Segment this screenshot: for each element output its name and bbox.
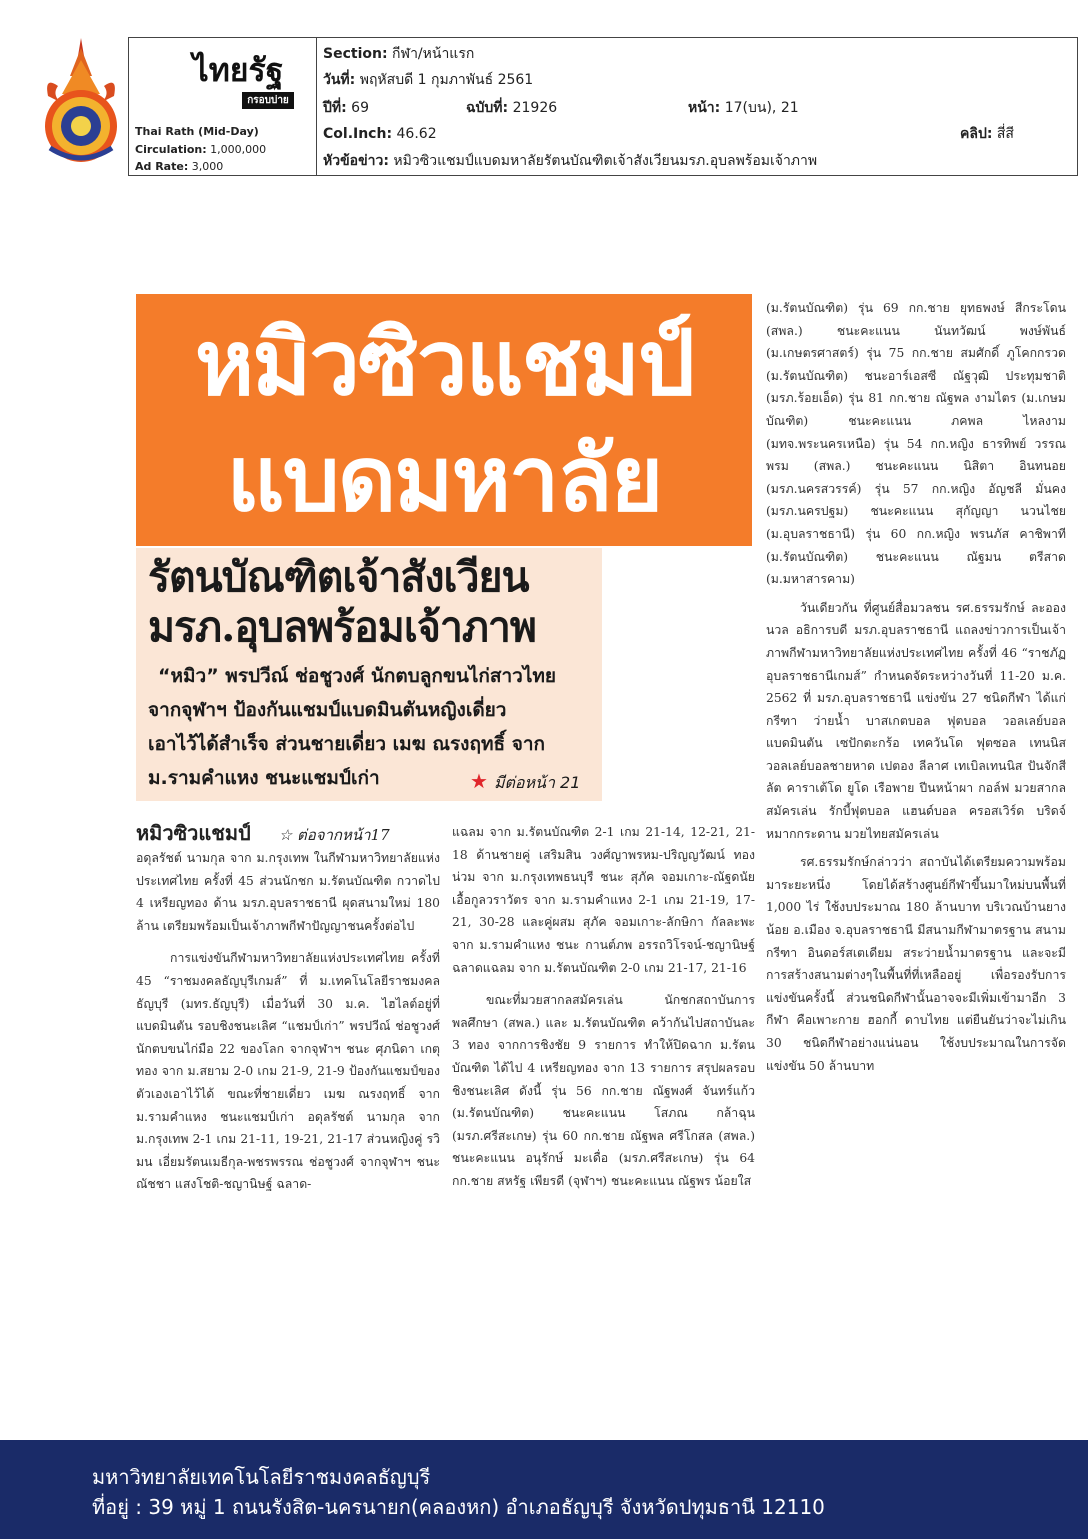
date-info: วันที่: พฤหัสบดี 1 กุมภาพันธ์ 2561	[323, 72, 534, 88]
deck-line-1: “หมิว” พรปวีณ์ ช่อชูวงศ์ นักตบลูกขนไก่สาวไทย	[158, 665, 557, 687]
page-info: หน้า: 17(บน), 21	[688, 100, 799, 116]
thairath-logo-sub: กรอบบ่าย	[242, 92, 294, 109]
deck-line-3: เอาไว้ได้สำเร็จ ส่วนชายเดี่ยว เมฆ ณรงฤทธิ์ จาก	[148, 733, 545, 755]
paragraph: แฉลม จาก ม.รัตนบัณฑิต 2-1 เกม 21-14, 12-21, 21-18 ด้านชายคู่ เสริมสิน วงศ์ญาพรหม-ปริญญวัฒน์ ทองน่วม จาก ม.กรุงเทพธนบุรี ชนะ สุภัค จอมเกาะ-ณัฐดนัยเอื้อกูลวราวัตร จาก ม.รามคำแหง 2-1 เกม 21-19, 17-21, 30-28 และคู่ผสม สุภัค จอมเกาะ-ลักษิกา กัลละพะ จาก ม.รามคำแหง ชนะ กานต์ภพ อรรถวิโรจน์-ชญานิษฐ์ ฉลาดแฉลม จาก ม.รัตนบัณฑิต 2-0 เกม 21-17, 21-16	[452, 825, 755, 975]
headline-line-2: แบดมหาลัย	[226, 426, 662, 532]
paragraph: (ม.รัตนบัณฑิต) รุ่น 69 กก.ชาย ยุทธพงษ์ สีกระโดน (สพล.) ชนะคะแนน นันทวัฒน์ พงษ์พันธ์ (ม.เกษตรศาสตร์) รุ่น 75 กก.ชาย สมศักดิ์ ภูโคกกรวด (ม.รัตนบัณฑิต) ชนะอาร์เอสซี ณัฐวุฒิ ประทุมชาติ (มรภ.ร้อยเอ็ด) รุ่น 81 กก.ชาย ณัฐพล งามไตร (ม.เกษมบัณฑิต) ชนะคะแนน ภคพล ไหลงาม (มทจ.พระนครเหนือ) รุ่น 54 กก.หญิง ธารทิพย์ วรรณพรม (สพล.) ชนะคะแนน นิสิตา อินทนอย (มรภ.นครสวรรค์) รุ่น 57 กก.หญิง อัญชลี มั่นคง (มรภ.นครปฐม) ชนะคะแนน สุกัญญา นวนไชย (ม.อุบลราชธานี) รุ่น 60 กก.หญิง พรนภัส คาชิพาที (ม.รัตนบัณฑิต) ชนะคะแนน ณัฐมน ตรีสาด (ม.มหาสารคาม)	[766, 301, 1066, 587]
footer-bar	[0, 1440, 1088, 1539]
subheadline-box	[136, 548, 602, 801]
deck-line-2: จากจุฬาฯ ป้องกันแชมป์แบดมินตันหญิงเดี่ยว	[148, 699, 507, 721]
paragraph: อดุลรัชต์ นามกุล จาก ม.กรุงเทพ ในกีฬามหาวิทยาลัยแห่งประเทศไทย ครั้งที่ 45 ส่วนนักชก ม.รัตนบัณฑิต กวาดไป 4 เหรียญทอง ด้าน มรภ.อุบลราชธานี ผุดสนามใหม่ 180 ล้าน เตรียมพร้อมเป็นเจ้าภาพกีฬาปัญญาชนครั้งต่อไป	[136, 851, 440, 933]
paragraph: การแข่งขันกีฬามหาวิทยาลัยแห่งประเทศไทย ครั้งที่ 45 “ราชมงคลธัญบุรีเกมส์” ที่ ม.เทคโนโลยีราชมงคลธัญบุรี (มทร.ธัญบุรี) เมื่อวันที่ 30 ม.ค. ไฮไลต์อยู่ที่แบดมินตัน รอบชิงชนะเลิศ “แชมป์เก่า” พรปวีณ์ ช่อชูวงศ์ นักตบขนไก่มือ 22 ของโลก จากจุฬาฯ ชนะ ศุภนิดา เกตุทอง จาก ม.สยาม 2-0 เกม 21-9, 21-9 ป้องกันแชมป์ของตัวเองเอาไว้ได้ ขณะที่ชายเดี่ยว เมฆ ณรงฤทธิ์ จาก ม.รามคำแหง ชนะแชมป์เก่า อดุลรัชต์ นามกุล จาก ม.กรุงเทพ 2-1 เกม 21-11, 19-21, 21-17 ส่วนหญิงคู่ รวิมน เอี่ยมรัตนเมธีกุล-พชรพรรณ ช่อชูวงศ์ จากจุฬาฯ ชนะ ณัชชา แสงโชติ-ชญานิษฐ์ ฉลาด-	[136, 951, 440, 1192]
continued-note: ★ มีต่อหน้า 21	[470, 769, 581, 793]
article-title	[136, 817, 446, 849]
paragraph: ขณะที่มวยสากลสมัครเล่น นักชกสถาบันการพลศึกษา (สพล.) และ ม.รัตนบัณฑิต คว้ากันไปสถาบันละ 3 ทอง จากการชิงชัย 9 รายการ ทำให้ปิดฉาก ม.รัตนบัณฑิต ได้ไป 4 เหรียญทอง จาก 13 รายการ สรุปผลรอบชิงชนะเลิศ ดังนี้ รุ่น 56 กก.ชาย ณัฐพงศ์ จันทร์แก้ว (ม.รัตนบัณฑิต) ชนะคะแนน โสภณ กล้าฉุน (มรภ.ศรีสะเกษ) รุ่น 60 กก.ชาย ณัฐพล ศรีโกสล (สพล.) ชนะคะแนน อนุรักษ์ มะเดื่อ (มรภ.ศรีสะเกษ) รุ่น 64 กก.ชาย สหรัฐ เพียรดี (จุฬาฯ) ชนะคะแนน ณัฐพร น้อยใส	[452, 993, 755, 1188]
from-page-note: ☆ ต่อจากหน้า17	[278, 826, 390, 844]
article-column-1	[136, 847, 440, 1196]
article-column-2	[452, 821, 755, 1193]
issue-info: ฉบับที่: 21926	[466, 100, 558, 116]
topic-info: หัวข้อข่าว: หมิวซิวแชมป์แบดมหาลัยรัตนบัณฑิตเจ้าสังเวียนมรภ.อุบลพร้อมเจ้าภาพ	[323, 153, 818, 169]
paper-name: Thai Rath (Mid-Day)	[135, 125, 259, 138]
article-column-3	[766, 297, 1066, 1077]
col-inch-info: Col.Inch: 46.62	[323, 126, 437, 142]
clip-info: คลิป: สี่สี	[960, 126, 1014, 142]
ad-rate-info: Ad Rate: 3,000	[135, 160, 224, 173]
section-info: Section: กีฬา/หน้าแรก	[323, 46, 475, 62]
red-star-icon: ★	[470, 769, 488, 793]
university-emblem-logo	[40, 36, 122, 166]
subheadline-line-2: มรภ.อุบลพร้อมเจ้าภาพ	[148, 603, 536, 651]
footer-address: ที่อยู่ : 39 หมู่ 1 ถนนรังสิต-นครนายก(คลองหก) อำเภอธัญบุรี จังหวัดปทุมธานี 12110	[92, 1495, 825, 1519]
headline-banner	[136, 294, 752, 546]
paragraph: วันเดียวกัน ที่ศูนย์สื่อมวลชน รศ.ธรรมรักษ์ ละอองนวล อธิการบดี มรภ.อุบลราชธานี แถลงข่าวการเป็นเจ้าภาพกีฬามหาวิทยาลัยแห่งประเทศไทย ครั้งที่ 46 “ราชภัฏอุบลราชธานีเกมส์” กำหนดจัดระหว่างวันที่ 11-20 ม.ค. 2562 ที่ มรภ.อุบลราชธานี แข่งขัน 27 ชนิดกีฬา ได้แก่ กรีฑา ว่ายน้ำ บาสเกตบอล ฟุตบอล วอลเลย์บอล แบดมินตัน เซปักตะกร้อ เทควันโด ฟุตซอล เทนนิส วอลเลย์บอลชายหาด เปตอง ลีลาศ เทเบิลเทนนิส ปันจักสีลัต คาราเต้โด ยูโด เรือพาย ปีนหน้าผา กอล์ฟ มวยสากลสมัครเล่น รักบี้ฟุตบอล แฮนด์บอล ครอสเวิร์ด บริดจ์ หมากกระดาน มวยไทยสมัครเล่น	[766, 600, 1066, 841]
footer-university-name: มหาวิทยาลัยเทคโนโลยีราชมงคลธัญบุรี	[92, 1465, 431, 1489]
deck-line-4: ม.รามคำแหง ชนะแชมป์เก่า	[148, 767, 380, 789]
thairath-logo-text: ไทยรัฐ	[192, 51, 284, 89]
header-divider	[316, 37, 317, 176]
paragraph: รศ.ธรรมรักษ์กล่าวว่า สถาบันได้เตรียมความพร้อมมาระยะหนึ่ง โดยได้สร้างศูนย์กีฬาขึ้นมาใหม่บนพื้นที่ 1,000 ไร่ ใช้งบประมาณ 180 ล้านบาท บริเวณบ้านยางน้อย อ.เมือง จ.อุบลราชธานี มีสนามกีฬามาตรฐาน สนามกรีฑา อินดอร์สเตเดียม สระว่ายน้ำมาตรฐาน และจะมีการสร้างสนามต่างๆในพื้นที่ที่เหลืออยู่ เพื่อรองรับการแข่งขันครั้งนี้ ส่วนชนิดกีฬานั้นอาจจะมีเพิ่มเข้ามาอีก 3 กีฬา คือเพาะกาย ฮอกกี้ ดาบไทย แต่ยืนยันว่าจะไม่เกิน 30 ชนิดกีฬาอย่างแน่นอน ใช้งบประมาณในการจัดแข่งขัน 50 ล้านบาท	[766, 855, 1066, 1073]
article-title-text: หมิวซิวแชมป์	[136, 821, 251, 845]
headline-line-1: หมิวซิวแชมป์	[194, 310, 694, 416]
subheadline-line-1: รัตนบัณฑิตเจ้าสังเวียน	[148, 553, 529, 601]
circulation-info: Circulation: 1,000,000	[135, 143, 267, 156]
thairath-logo	[134, 52, 312, 120]
year-info: ปีที่: 69	[323, 100, 369, 116]
